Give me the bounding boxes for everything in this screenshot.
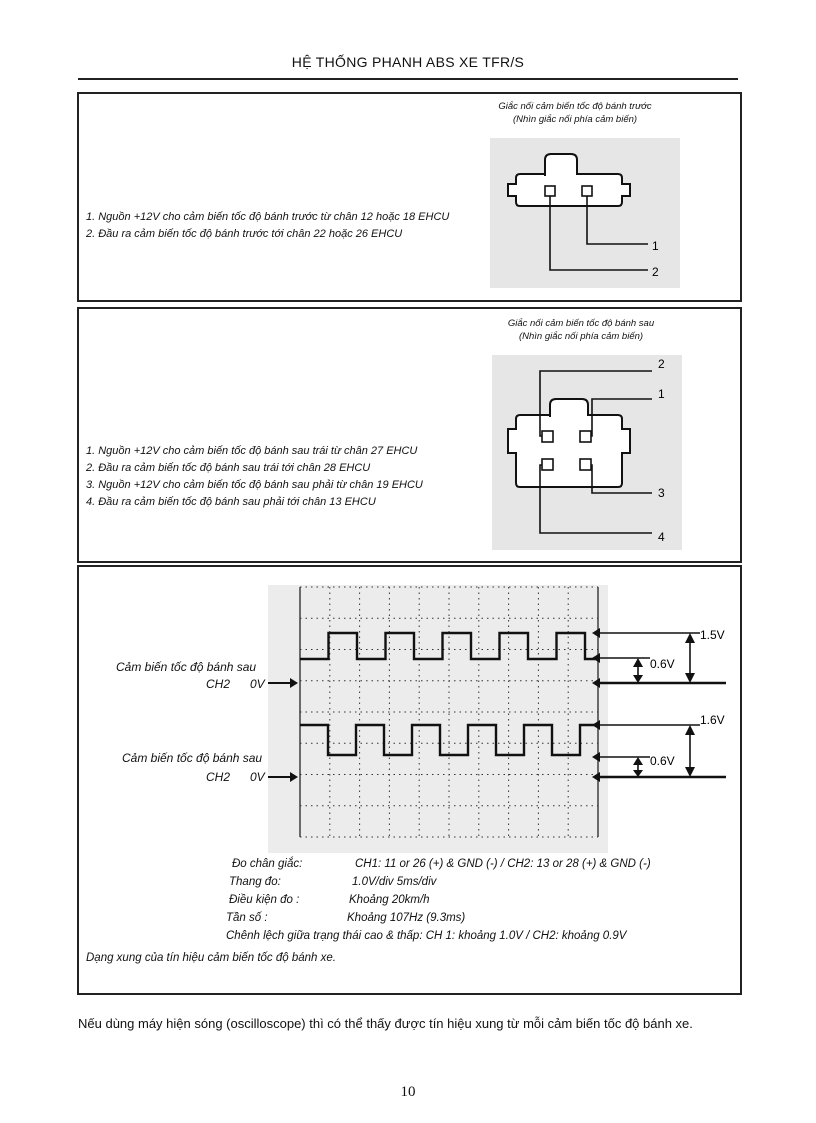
trace2-channel: CH2 (206, 770, 231, 784)
trace1-span-06-bot (633, 675, 643, 683)
trace1-span-15-bot (685, 673, 695, 683)
rear-pin-list (86, 443, 423, 511)
measurement-label-2: Thang đo: (229, 876, 281, 888)
measurement-row-1 (232, 856, 302, 874)
trace2-label: Cảm biến tốc độ bánh sau (122, 751, 263, 765)
oscilloscope-display (0, 565, 816, 855)
rear-pin-socket-2 (542, 431, 553, 442)
rear-pin-socket-3 (580, 459, 591, 470)
measurement-label-1: Đo chân giắc: (232, 858, 303, 870)
trace1-span-06-top (633, 658, 643, 667)
measurement-value-1: CH1: 11 or 26 (+) & GND (-) / CH2: 13 or 28 (+) & GND (-) (355, 858, 651, 870)
front-pin-label-1: 1 (652, 239, 659, 253)
trace2-span-06-top (633, 757, 643, 765)
front-pin-list (86, 209, 449, 243)
rear-connector-diagram (492, 355, 682, 550)
front-caption-line2: (Nhìn giắc nối phía cảm biến) (512, 114, 638, 125)
trace1-span-15-top (685, 633, 695, 643)
trace1-zero-label: 0V (250, 677, 265, 691)
trace1-label: Cảm biến tốc độ bánh sau (116, 660, 257, 674)
header-rule (78, 78, 738, 80)
trace2-zero-label: 0V (250, 770, 265, 784)
page-number: 10 (400, 1084, 416, 1100)
waveform-caption: Dạng xung của tín hiệu cảm biến tốc độ bánh xe. (86, 952, 336, 964)
rear-connector-caption (466, 317, 696, 343)
trace2-diff-value: 0.6V (650, 754, 675, 768)
front-pin-label-2: 2 (652, 265, 659, 279)
front-pin-item-1: 1. Nguồn +12V cho cảm biến tốc độ bánh trước từ chân 12 hoặc 18 EHCU (86, 211, 450, 223)
measurement-diff-line: Chênh lệch giữa trạng thái cao & thấp: CH 1: khoảng 1.0V / CH2: khoảng 0.9V (226, 930, 627, 942)
page-header-title: HỆ THỐNG PHANH ABS XE TFR/S (291, 54, 525, 70)
rear-pin-label-4: 4 (658, 530, 665, 544)
trace1-diff-value: 0.6V (650, 657, 675, 671)
scope-halftone (268, 585, 608, 853)
rear-caption-line1: Giắc nối cảm biến tốc độ bánh sau (507, 318, 655, 329)
rear-pin-label-1: 1 (658, 387, 665, 401)
rear-pin-item-3: 3. Nguồn +12V cho cảm biến tốc độ bánh sau phải từ chân 19 EHCU (86, 479, 423, 491)
front-pin-item-2: 2. Đầu ra cảm biến tốc độ bánh trước tới chân 22 hoặc 26 EHCU (86, 228, 403, 240)
trace1-channel: CH2 (206, 677, 231, 691)
trace2-span-16-bot (685, 767, 695, 777)
trace1-high-value: 1.5V (700, 628, 725, 642)
front-pin-socket-1 (545, 186, 555, 196)
rear-pin-item-4: 4. Đầu ra cảm biến tốc độ bánh sau phải tới chân 13 EHCU (86, 496, 376, 508)
front-connector-caption (460, 100, 690, 126)
rear-pin-socket-4 (542, 459, 553, 470)
measurement-value-3: Khoảng 20km/h (349, 894, 430, 906)
front-caption-line1: Giắc nối cảm biến tốc độ bánh trước (498, 101, 652, 112)
rear-pin-socket-1 (580, 431, 591, 442)
measurement-label-3: Điều kiện đo : (229, 894, 300, 906)
rear-pin-label-3: 3 (658, 486, 665, 500)
measurement-value-2: 1.0V/div 5ms/div (352, 876, 437, 888)
footer-note: Nếu dùng máy hiện sóng (oscilloscope) thì có thể thấy được tín hiệu xung từ mỗi cảm biến tốc độ bánh xe. (78, 1016, 693, 1031)
trace2-span-16-top (685, 725, 695, 735)
front-connector-diagram (490, 138, 680, 288)
rear-caption-line2: (Nhìn giắc nối phía cảm biến) (518, 331, 644, 342)
measurement-label-4: Tần số : (226, 912, 268, 924)
rear-pin-item-2: 2. Đầu ra cảm biến tốc độ bánh sau trái tới chân 28 EHCU (86, 462, 371, 474)
measurement-value-4: Khoảng 107Hz (9.3ms) (347, 912, 466, 924)
rear-pin-label-2: 2 (658, 357, 665, 371)
front-pin-socket-2 (582, 186, 592, 196)
rear-pin-item-1: 1. Nguồn +12V cho cảm biến tốc độ bánh sau trái từ chân 27 EHCU (86, 445, 418, 457)
trace2-high-value: 1.6V (700, 713, 725, 727)
